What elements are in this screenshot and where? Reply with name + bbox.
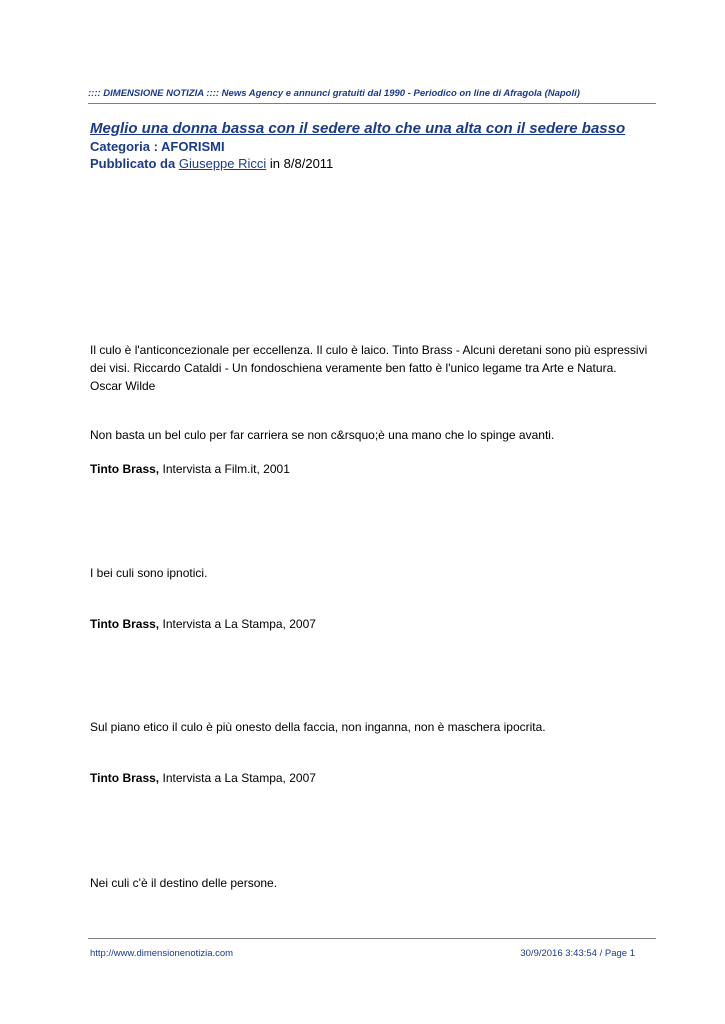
article-title[interactable]: Meglio una donna bassa con il sedere alto che una alta con il sedere basso: [90, 120, 626, 137]
quote-text: I bei culi sono ipnotici.: [90, 566, 208, 580]
quote-author: Tinto Brass,: [90, 771, 160, 785]
footer-divider: [88, 938, 656, 939]
published-label: Pubblicato da: [90, 156, 176, 171]
quote-source: Intervista a La Stampa, 2007: [162, 771, 316, 785]
article-category: Categoria : AFORISMI: [90, 139, 225, 154]
quote-source: Intervista a Film.it, 2001: [162, 462, 290, 476]
quote-attribution: [90, 769, 650, 787]
quote-text: Non basta un bel culo per far carriera se non c&rsquo;è una mano che lo spinge avanti.: [90, 428, 555, 442]
footer-url[interactable]: http://www.dimensionenotizia.com: [90, 948, 234, 959]
author-link[interactable]: Giuseppe Ricci: [178, 156, 267, 171]
quote-source: Intervista a La Stampa, 2007: [162, 617, 316, 631]
footer-page-info: 30/9/2016 3:43:54 / Page 1: [520, 948, 635, 959]
quote-attribution: [90, 615, 650, 633]
article-byline: [90, 156, 333, 171]
quote-text: Nei culi c'è il destino delle persone.: [90, 876, 278, 890]
quote-attribution: [90, 460, 650, 478]
article-intro: Il culo è l'anticoncezionale per eccellenza. Il culo è laico. Tinto Brass - Alcuni deretani sono più espressivi dei visi. Riccardo Cataldi - Un fondoschiena veramente ben fatto è l'unico legame tra Arte e Natura. Oscar Wilde: [90, 343, 648, 393]
quote-author: Tinto Brass,: [90, 462, 160, 476]
publish-date: in 8/8/2011: [269, 156, 334, 171]
quote-text: Sul piano etico il culo è più onesto della faccia, non inganna, non è maschera ipocrita.: [90, 720, 546, 734]
site-banner: :::: DIMENSIONE NOTIZIA :::: News Agency e annunci gratuiti dal 1990 - Periodico on line di Afragola (Napoli): [88, 88, 580, 99]
quote-author: Tinto Brass,: [90, 617, 160, 631]
header-divider: [88, 103, 656, 104]
